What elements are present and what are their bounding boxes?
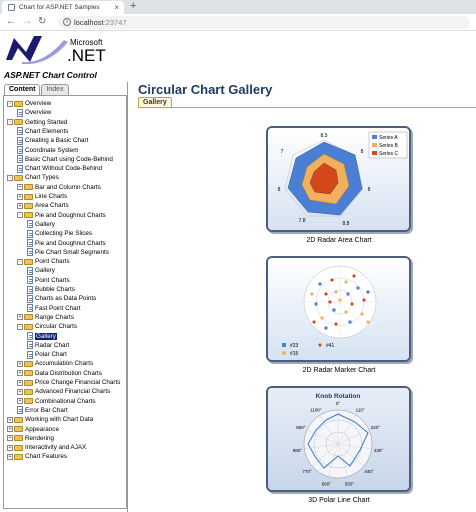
folder-icon — [24, 389, 33, 395]
chart-caption[interactable]: 3D Polar Line Chart — [308, 497, 370, 504]
folder-icon — [24, 398, 33, 404]
marker-point — [360, 312, 363, 315]
tree-folder-item[interactable] — [7, 118, 67, 127]
polar-tick-label: 1100° — [310, 407, 322, 413]
tree-folder-item[interactable] — [7, 434, 54, 443]
tree-item-label: Pie and Doughnut Charts — [35, 211, 106, 219]
tree-page-item[interactable] — [27, 239, 106, 248]
marker-point — [334, 290, 337, 293]
tick-label: 8 — [277, 187, 281, 193]
tree-page-item[interactable] — [17, 164, 102, 173]
expand-icon[interactable]: + — [18, 202, 22, 209]
tree-page-item[interactable] — [27, 285, 75, 294]
tree-item-label: Gallery — [35, 267, 55, 275]
tree-page-item[interactable] — [17, 155, 113, 164]
tree-item-label: Overview — [25, 109, 52, 117]
tree-item-label: Pie and Doughnut Charts — [35, 239, 106, 247]
tree-page-item[interactable] — [27, 294, 96, 303]
folder-icon — [24, 361, 33, 367]
polar-tick-label: 770° — [302, 468, 312, 474]
polar-tick-label: 220° — [370, 424, 380, 430]
tree-item-label: Gallery — [36, 332, 56, 340]
folder-icon — [24, 259, 33, 265]
polar-tick-label: 110° — [355, 407, 365, 413]
polar-tick-label: 0° — [335, 401, 341, 406]
marker-point — [366, 320, 369, 323]
tick-label: 8 — [360, 149, 364, 155]
tree-folder-item[interactable] — [17, 397, 96, 406]
logo-brand: Microsoft — [70, 38, 103, 47]
tree-folder-item[interactable] — [17, 257, 70, 266]
folder-icon — [24, 324, 33, 330]
radar-marker-chart-thumbnail[interactable] — [266, 256, 411, 362]
collapse-icon[interactable]: - — [17, 259, 23, 265]
folder-icon — [14, 435, 23, 441]
tree-page-item[interactable] — [27, 220, 55, 229]
tree-page-item[interactable] — [17, 108, 51, 117]
tree-item-label: Data Distribution Charts — [35, 369, 102, 377]
tree-item-label: Radar Chart — [35, 341, 70, 349]
tab-content[interactable]: Content — [4, 84, 40, 95]
chart-legend — [369, 132, 407, 158]
page-icon — [17, 165, 23, 173]
tree-item-label: Bar and Column Charts — [35, 183, 101, 191]
tree-page-item[interactable] — [17, 127, 68, 136]
marker-point — [315, 303, 318, 306]
folder-icon — [14, 454, 23, 460]
polar-tick-label: 550° — [344, 481, 355, 487]
tree-item-label: Coordinate System — [25, 146, 79, 154]
tree-page-item[interactable] — [27, 248, 109, 257]
tree-folder-item[interactable] — [17, 201, 69, 210]
tree-item-label: Working with Chart Data — [25, 416, 94, 424]
tree-page-item[interactable] — [17, 136, 88, 145]
url-text: localhost:23747 — [74, 18, 127, 27]
page-icon — [27, 351, 33, 359]
folder-icon — [14, 101, 23, 107]
tab-title: Chart for ASP.NET Samples — [19, 4, 100, 11]
page-icon — [27, 230, 33, 238]
polar-tick-label: 990° — [296, 424, 306, 430]
new-tab-button[interactable]: + — [130, 0, 137, 12]
tree-page-item[interactable] — [27, 341, 69, 350]
radar-marker-chart — [268, 258, 409, 360]
page-icon — [27, 267, 33, 275]
folder-icon — [24, 380, 33, 386]
tree-item-label: Bubble Charts — [35, 286, 75, 293]
marker-point — [357, 287, 360, 290]
tree-item-label: Interactivity and AJAX — [25, 444, 87, 452]
tree-item-label: Overview — [25, 100, 52, 107]
tab-close-icon[interactable]: × — [114, 3, 119, 12]
logo-product: .NET — [67, 46, 106, 64]
marker-point — [319, 283, 322, 286]
tree-item-label: Getting Started — [25, 118, 68, 126]
polar-tick-label: 330° — [373, 447, 384, 453]
collapse-icon[interactable]: - — [7, 175, 13, 181]
expand-icon[interactable]: + — [8, 416, 12, 423]
radar-area-chart-thumbnail[interactable] — [266, 126, 411, 232]
marker-point — [320, 316, 323, 319]
tree-item-label: Charts as Data Points — [35, 295, 97, 303]
tree-item-label: Error Bar Chart — [25, 406, 68, 414]
folder-icon — [14, 119, 23, 125]
page-icon — [17, 146, 23, 154]
expand-icon[interactable]: + — [18, 370, 22, 377]
marker-point — [349, 321, 352, 324]
tree-folder-item[interactable] — [17, 369, 102, 378]
tree-item-label: Collecting Pie Slices — [35, 230, 93, 238]
page-icon — [17, 109, 23, 117]
tree-folder-item[interactable] — [17, 313, 74, 322]
contents-tree — [3, 95, 127, 509]
tree-folder-item[interactable] — [7, 415, 93, 424]
page-icon — [17, 137, 23, 145]
radar-area-chart — [268, 128, 409, 230]
expand-icon[interactable]: + — [18, 184, 22, 191]
page-favicon-icon — [8, 4, 15, 11]
browser-tabbar — [0, 0, 476, 14]
marker-point — [344, 310, 347, 313]
tree-folder-item[interactable] — [17, 322, 77, 331]
browser-navbar — [0, 14, 476, 31]
polar-tick-label: 660° — [321, 481, 332, 487]
expand-icon[interactable]: + — [8, 453, 12, 460]
tree-item-label: Point Charts — [35, 276, 70, 284]
page-icon — [27, 248, 33, 256]
legend-series-b: Series B — [379, 143, 398, 149]
tree-folder-item[interactable] — [17, 211, 106, 220]
expand-icon[interactable]: + — [8, 444, 12, 451]
marker-point — [333, 309, 336, 312]
legend-series: #23 — [290, 343, 299, 349]
expand-icon[interactable]: + — [18, 379, 22, 386]
tree-page-item[interactable] — [27, 229, 92, 238]
marker-point — [347, 293, 350, 296]
polar-line-chart — [268, 388, 409, 490]
tree-page-item[interactable] — [27, 266, 55, 275]
tree-page-item[interactable] — [27, 350, 67, 359]
marker-point — [310, 292, 313, 295]
tree-folder-item[interactable] — [17, 359, 93, 368]
panel-tabs — [4, 84, 70, 95]
collapse-icon[interactable]: - — [17, 324, 23, 330]
tick-label: 8.5 — [320, 133, 328, 139]
page-icon — [27, 276, 33, 284]
tree-item-label: Pie Chart Small Segments — [35, 248, 109, 256]
tree-page-item[interactable] — [17, 146, 79, 155]
polar-tick-label: 880° — [292, 447, 303, 453]
folder-icon — [14, 175, 23, 181]
tree-item-label: Line Charts — [35, 193, 68, 200]
expand-icon[interactable]: + — [18, 314, 22, 321]
expand-icon[interactable]: + — [18, 360, 22, 367]
tree-item-label: Range Charts — [35, 313, 74, 321]
tree-item-label: Gallery — [35, 220, 55, 228]
tree-item-label: Chart Features — [25, 453, 67, 461]
page-icon — [27, 220, 33, 228]
marker-point — [344, 280, 347, 283]
legend-series: #41 — [326, 343, 335, 349]
tree-item-label: Rendering — [25, 434, 55, 442]
tree-folder-item[interactable] — [17, 183, 101, 192]
folder-icon — [24, 314, 33, 320]
app-title: ASP.NET Chart Control — [4, 70, 97, 80]
tree-folder-item[interactable] — [7, 452, 67, 461]
page-icon — [27, 304, 33, 312]
tree-item-label: Price Change Financial Charts — [35, 379, 121, 386]
page-icon — [27, 286, 33, 294]
tree-folder-item[interactable] — [7, 99, 51, 108]
tree-item-label: Basic Chart using Code-Behind — [25, 155, 113, 163]
chart-caption[interactable]: 2D Radar Marker Chart — [302, 367, 376, 374]
tree-item-label: Appearance — [25, 425, 59, 433]
marker-point — [367, 291, 370, 294]
polar-tick-label: 440° — [364, 468, 374, 474]
tree-item-label: Circular Charts — [35, 323, 77, 331]
tick-label: 7.8 — [298, 218, 306, 224]
polar-line-chart-thumbnail[interactable] — [266, 386, 411, 492]
page-icon — [17, 406, 23, 414]
expand-icon[interactable]: + — [8, 435, 12, 442]
legend-series-a: Series A — [379, 135, 398, 141]
tab-index[interactable]: Index — [41, 84, 68, 95]
tree-folder-item[interactable] — [17, 387, 110, 396]
collapse-icon[interactable]: - — [7, 101, 13, 107]
tree-folder-item[interactable] — [17, 192, 67, 201]
tree-folder-item[interactable] — [7, 443, 86, 452]
tick-label: 8.8 — [342, 221, 350, 227]
browser-tab[interactable] — [2, 1, 124, 14]
tree-page-item[interactable] — [27, 304, 81, 313]
collapse-icon[interactable]: - — [17, 212, 23, 218]
forward-arrow-icon[interactable]: → — [22, 16, 32, 27]
page-icon — [17, 155, 23, 163]
page-icon — [17, 127, 23, 135]
folder-icon — [24, 184, 33, 190]
page-title: Circular Chart Gallery — [138, 82, 273, 97]
tree-folder-item[interactable] — [7, 173, 59, 182]
folder-icon — [14, 417, 23, 423]
page-icon — [27, 332, 33, 340]
page-icon — [27, 239, 33, 247]
expand-icon[interactable]: + — [18, 388, 22, 395]
tree-item-label: Chart Without Code-Behind — [25, 165, 103, 173]
microsoft-net-logo — [4, 34, 124, 64]
tick-label: 7 — [280, 149, 284, 155]
tree-item-label: Point Charts — [35, 258, 70, 266]
chart-caption[interactable]: 2D Radar Area Chart — [306, 237, 372, 244]
chart-title: Knob Rotation — [315, 393, 361, 400]
marker-point — [338, 298, 341, 301]
site-info-icon[interactable]: i — [63, 18, 71, 26]
folder-icon — [14, 445, 23, 451]
tab-gallery[interactable]: Gallery — [138, 97, 172, 107]
expand-icon[interactable]: + — [8, 426, 12, 432]
tree-item-label: Fast Point Chart — [35, 304, 81, 312]
tree-item-label: Combinational Charts — [35, 397, 96, 405]
tree-item-label: Accumulation Charts — [35, 360, 94, 368]
folder-icon — [24, 194, 33, 200]
tree-folder-item[interactable] — [17, 378, 120, 387]
expand-icon[interactable]: + — [18, 193, 22, 200]
folder-icon — [24, 370, 33, 376]
tab-underline — [138, 107, 476, 108]
folder-icon — [24, 212, 33, 218]
tree-item-label: Chart Elements — [25, 127, 69, 135]
folder-icon — [14, 426, 23, 432]
tree-item-label: Area Charts — [35, 202, 69, 210]
page-icon — [27, 341, 33, 349]
expand-icon[interactable]: + — [18, 398, 22, 405]
tree-page-item[interactable] — [17, 406, 68, 415]
collapse-icon[interactable]: - — [7, 119, 13, 125]
tree-item-label: Creating a Basic Chart — [25, 137, 89, 145]
tree-item-label: Advanced Financial Charts — [35, 388, 111, 396]
tree-page-item[interactable] — [27, 332, 57, 341]
tick-label: 8 — [367, 187, 371, 193]
folder-icon — [24, 203, 33, 209]
reload-icon[interactable]: ↻ — [38, 16, 47, 27]
legend-series: #15 — [290, 351, 299, 357]
marker-point — [325, 327, 328, 330]
legend-series-c: Series C — [379, 151, 399, 157]
tree-page-item[interactable] — [27, 276, 70, 285]
tree-folder-item[interactable] — [7, 425, 59, 434]
tree-item-label: Polar Chart — [35, 351, 67, 359]
left-navigation-pane — [0, 82, 128, 512]
tree-item-label: Chart Types — [25, 174, 59, 182]
page-icon — [27, 295, 33, 303]
back-arrow-icon[interactable]: ← — [6, 16, 16, 27]
address-bar[interactable] — [58, 16, 470, 29]
